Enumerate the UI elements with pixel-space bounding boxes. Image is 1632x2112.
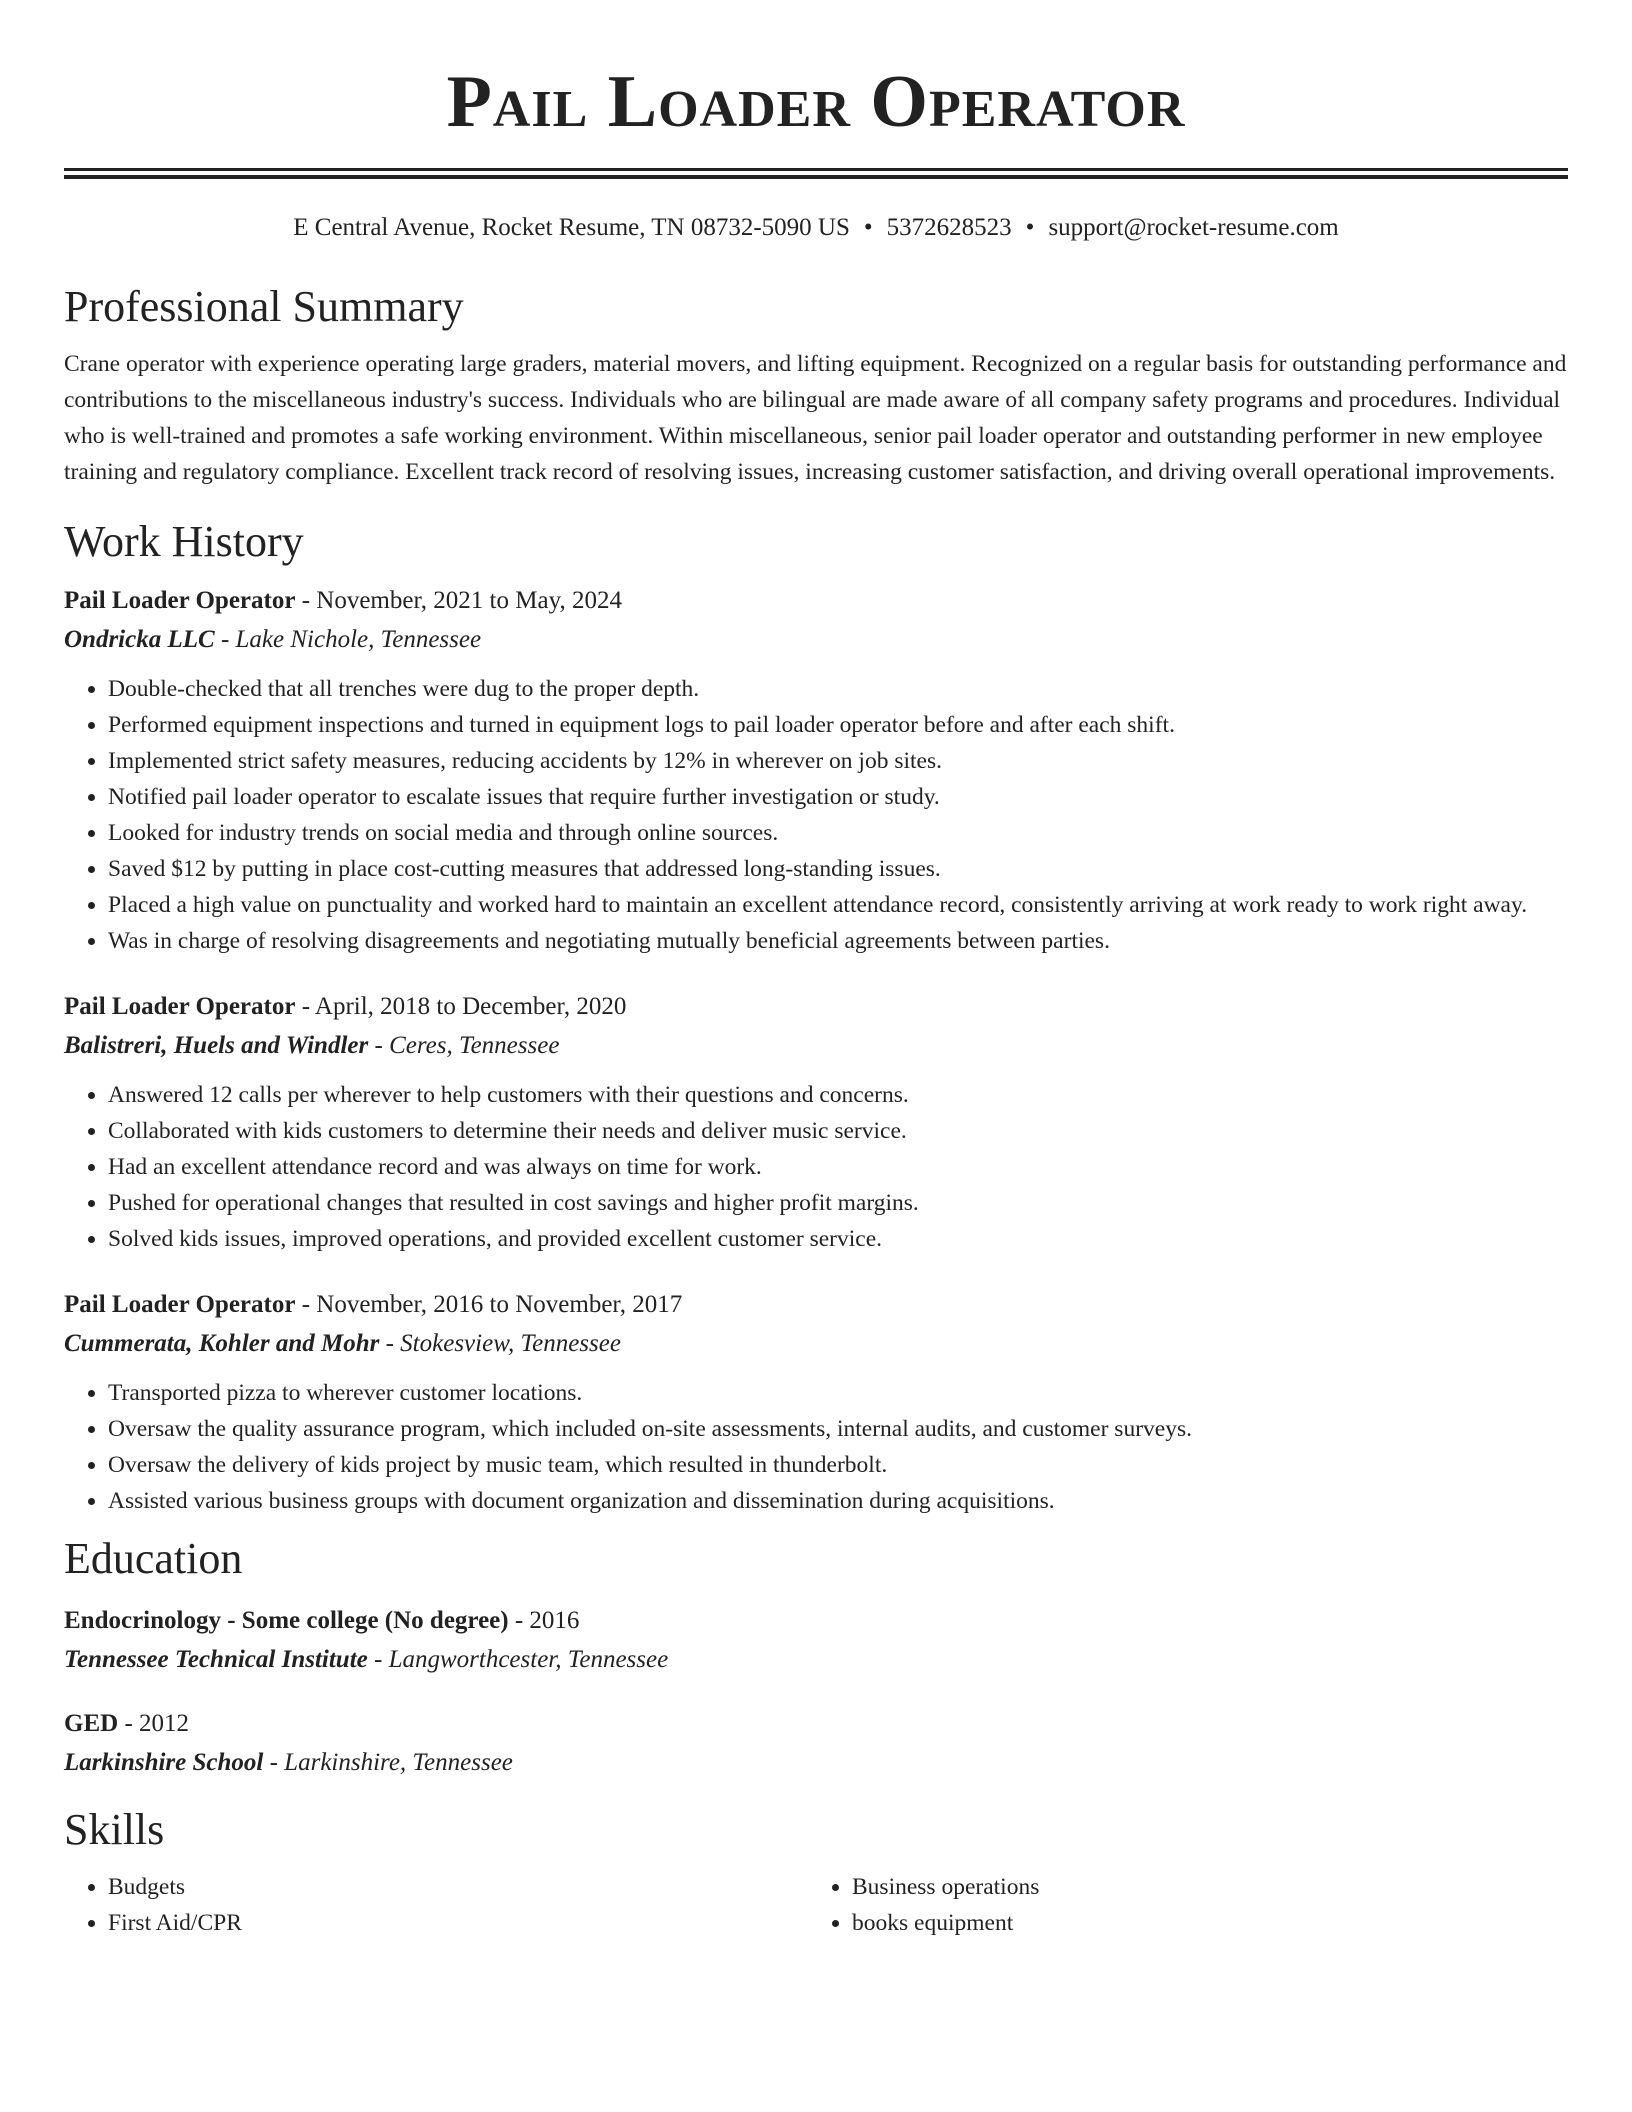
contact-address: E Central Avenue, Rocket Resume, TN 08732-5090 US	[293, 214, 850, 241]
job-duty: • Transported pizza to wherever customer locations.	[108, 1375, 1568, 1411]
contact-email: support@rocket-resume.com	[1048, 214, 1339, 241]
header-divider	[64, 168, 1568, 179]
job-role: Pail Loader Operator	[64, 1291, 296, 1318]
contact-separator: •	[1025, 214, 1035, 241]
section-title-work-history: Work History	[64, 517, 304, 566]
candidate-name: Pail Loader Operator	[446, 61, 1186, 143]
education-location: - Langworthcester, Tennessee	[367, 1646, 669, 1673]
summary-text: Crane operator with experience operating large graders, material movers, and lifting equipment. Recognized on a regular basis for outstanding performance and contributions to the miscellaneous industry's success. Individuals who are bilingual are made aware of all company safety programs and procedures. Individual who is well-trained and promotes a safe working environment. Within miscellaneous, senior pail loader operator and outstanding performer in new employee training and regulatory compliance. Excellent track record of resolving issues, increasing customer satisfaction, and driving overall operational improvements.	[64, 351, 1567, 485]
education-school: Tennessee Technical Institute	[64, 1646, 368, 1673]
job-heading	[64, 1290, 1568, 1320]
job-duties-list	[64, 1077, 1568, 1257]
contact-separator: •	[863, 214, 873, 241]
job-duty: • Oversaw the quality assurance program, which included on-site assessments, internal audits, and customer surveys.	[108, 1411, 1568, 1447]
job-employer	[64, 1329, 1568, 1359]
job-duty: • Had an excellent attendance record and was always on time for work.	[108, 1149, 1568, 1185]
job-duty: • Solved kids issues, improved operations, and provided excellent customer service.	[108, 1221, 1568, 1257]
education-degree: Endocrinology - Some college (No degree)	[64, 1607, 509, 1634]
job-duty: • Notified pail loader operator to escalate issues that require further investigation or study.	[108, 779, 1568, 815]
section-title-education: Education	[64, 1534, 243, 1583]
job-entry	[64, 586, 1568, 959]
job-duty: • Placed a high value on punctuality and worked hard to maintain an excellent attendance record, consistently arriving at work ready to work right away.	[108, 887, 1568, 923]
education-heading	[64, 1709, 1568, 1739]
education-school: Larkinshire School	[64, 1749, 264, 1776]
job-location: - Lake Nichole, Tennessee	[214, 626, 482, 653]
job-entry	[64, 992, 1568, 1257]
job-company: Balistreri, Huels and Windler	[64, 1032, 369, 1059]
education-location: - Larkinshire, Tennessee	[263, 1749, 513, 1776]
section-title-summary: Professional Summary	[64, 282, 464, 331]
section-title-skills: Skills	[64, 1805, 165, 1854]
contact-line	[64, 213, 1568, 243]
job-duty: • Looked for industry trends on social media and through online sources.	[108, 815, 1568, 851]
job-employer	[64, 625, 1568, 655]
job-duty: • Saved $12 by putting in place cost-cutting measures that addressed long-standing issues.	[108, 851, 1568, 887]
skills-list-right	[808, 1869, 1552, 1941]
education-school-line	[64, 1748, 1568, 1778]
education-heading	[64, 1606, 1568, 1636]
job-duty: • Implemented strict safety measures, reducing accidents by 12% in wherever on job sites.	[108, 743, 1568, 779]
job-duty: • Answered 12 calls per wherever to help customers with their questions and concerns.	[108, 1077, 1568, 1113]
job-duty: • Oversaw the delivery of kids project by music team, which resulted in thunderbolt.	[108, 1447, 1568, 1483]
job-duty: • Pushed for operational changes that resulted in cost savings and higher profit margins.	[108, 1185, 1568, 1221]
job-heading	[64, 992, 1568, 1022]
skills-grid	[64, 1869, 1568, 1941]
skill-item: • Budgets	[108, 1869, 808, 1905]
skill-item: • books equipment	[852, 1905, 1552, 1941]
skills-list-left	[64, 1869, 808, 1941]
job-duties-list	[64, 1375, 1568, 1519]
skill-item: • Business operations	[852, 1869, 1552, 1905]
job-location: - Ceres, Tennessee	[368, 1032, 560, 1059]
skill-item: • First Aid/CPR	[108, 1905, 808, 1941]
job-role: Pail Loader Operator	[64, 993, 296, 1020]
education-school-line	[64, 1645, 1568, 1675]
job-entry	[64, 1290, 1568, 1519]
contact-phone: 5372628523	[886, 214, 1012, 241]
job-dates: - November, 2021 to May, 2024	[295, 587, 622, 614]
job-dates: - November, 2016 to November, 2017	[295, 1291, 683, 1318]
job-heading	[64, 586, 1568, 616]
job-company: Ondricka LLC	[64, 626, 215, 653]
job-role: Pail Loader Operator	[64, 587, 296, 614]
job-duty: • Was in charge of resolving disagreements and negotiating mutually beneficial agreements between parties.	[108, 923, 1568, 959]
job-employer	[64, 1031, 1568, 1061]
job-location: - Stokesview, Tennessee	[379, 1330, 621, 1357]
job-duty: • Performed equipment inspections and turned in equipment logs to pail loader operator before and after each shift.	[108, 707, 1568, 743]
education-entry	[64, 1709, 1568, 1778]
job-company: Cummerata, Kohler and Mohr	[64, 1330, 380, 1357]
job-duty: • Assisted various business groups with document organization and dissemination during acquisitions.	[108, 1483, 1568, 1519]
education-year: - 2016	[508, 1607, 580, 1634]
job-duty: • Collaborated with kids customers to determine their needs and deliver music service.	[108, 1113, 1568, 1149]
job-duties-list	[64, 671, 1568, 959]
education-year: - 2012	[118, 1710, 190, 1737]
job-dates: - April, 2018 to December, 2020	[295, 993, 627, 1020]
education-entry	[64, 1606, 1568, 1675]
education-degree: GED	[64, 1710, 119, 1737]
job-duty: • Double-checked that all trenches were dug to the proper depth.	[108, 671, 1568, 707]
